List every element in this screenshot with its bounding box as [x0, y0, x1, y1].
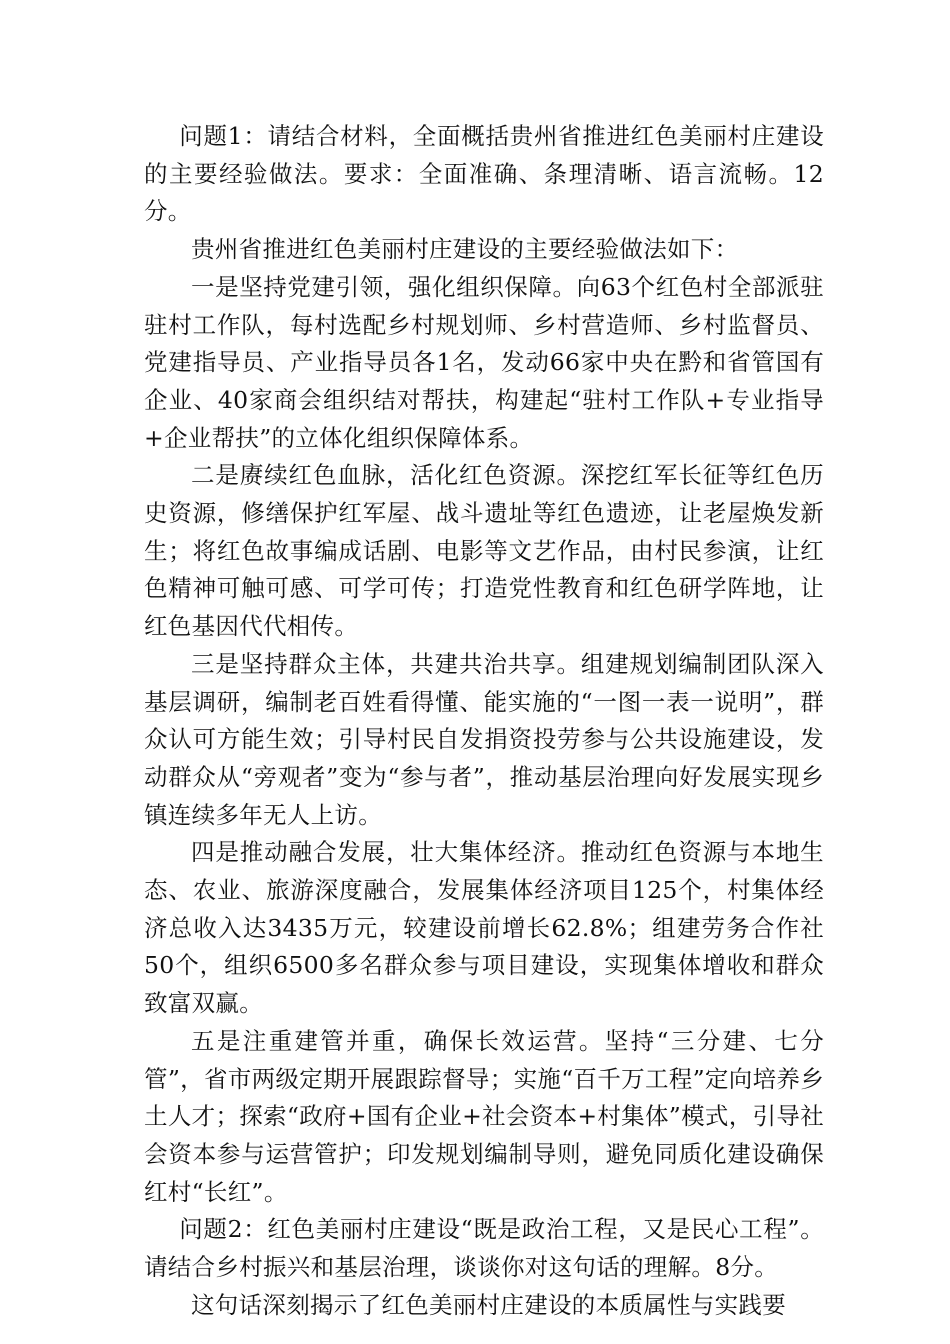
answer-1-point-4: 四是推动融合发展，壮大集体经济。推动红色资源与本地生态、农业、旅游深度融合，发展集体经济项目125个，村集体经济总收入达3435万元，较建设前增长62.8%；组建劳务合作社50个，组织6500多名群众参与项目建设，实现集体增收和群众致富双赢。 — [144, 838, 824, 1018]
answer-1-point-1: 一是坚持党建引领，强化组织保障。向63个红色村全部派驻驻村工作队，每村选配乡村规划师、乡村营造师、乡村监督员、党建指导员、产业指导员各1名，发动66家中央在黔和省管国有企业、40家商会组织结对帮扶，构建起“驻村工作队+专业指导+企业帮扶”的立体化组织保障体系。 — [144, 272, 824, 452]
answer-1-intro: 贵州省推进红色美丽村庄建设的主要经验做法如下： — [191, 235, 739, 264]
answer-2-opening: 这句话深刻揭示了红色美丽村庄建设的本质属性与实践要 — [191, 1290, 786, 1319]
question-2-prompt: 问题2：红色美丽村庄建设“既是政治工程，又是民心工程”。请结合乡村振兴和基层治理，谈谈你对这句话的理解。8分。 — [144, 1215, 824, 1282]
answer-1-point-3: 三是坚持群众主体，共建共治共享。组建规划编制团队深入基层调研，编制老百姓看得懂、能实施的“一图一表一说明”，群众认可方能生效；引导村民自发捐资投劳参与公共设施建设，发动群众从“旁观者”变为“参与者”，推动基层治理向好发展实现乡镇连续多年无人上访。 — [144, 649, 824, 829]
answer-1-point-2: 二是赓续红色血脉，活化红色资源。深挖红军长征等红色历史资源，修缮保护红军屋、战斗遗址等红色遗迹，让老屋焕发新生；将红色故事编成话剧、电影等文艺作品，由村民参演，让红色精神可触可感、可学可传；打造党性教育和红色研学阵地，让红色基因代代相传。 — [144, 461, 824, 641]
question-1-prompt: 问题1：请结合材料，全面概括贵州省推进红色美丽村庄建设的主要经验做法。要求：全面准确、条理清晰、语言流畅。12分。 — [144, 122, 824, 226]
answer-1-point-5: 五是注重建管并重，确保长效运营。坚持“三分建、七分管”，省市两级定期开展跟踪督导；实施“百千万工程”定向培养乡土人才；探索“政府+国有企业+社会资本+村集体”模式，引导社会资本参与运营管护；印发规划编制导则，避免同质化建设确保红村“长红”。 — [144, 1026, 824, 1206]
document-body — [144, 118, 824, 1325]
